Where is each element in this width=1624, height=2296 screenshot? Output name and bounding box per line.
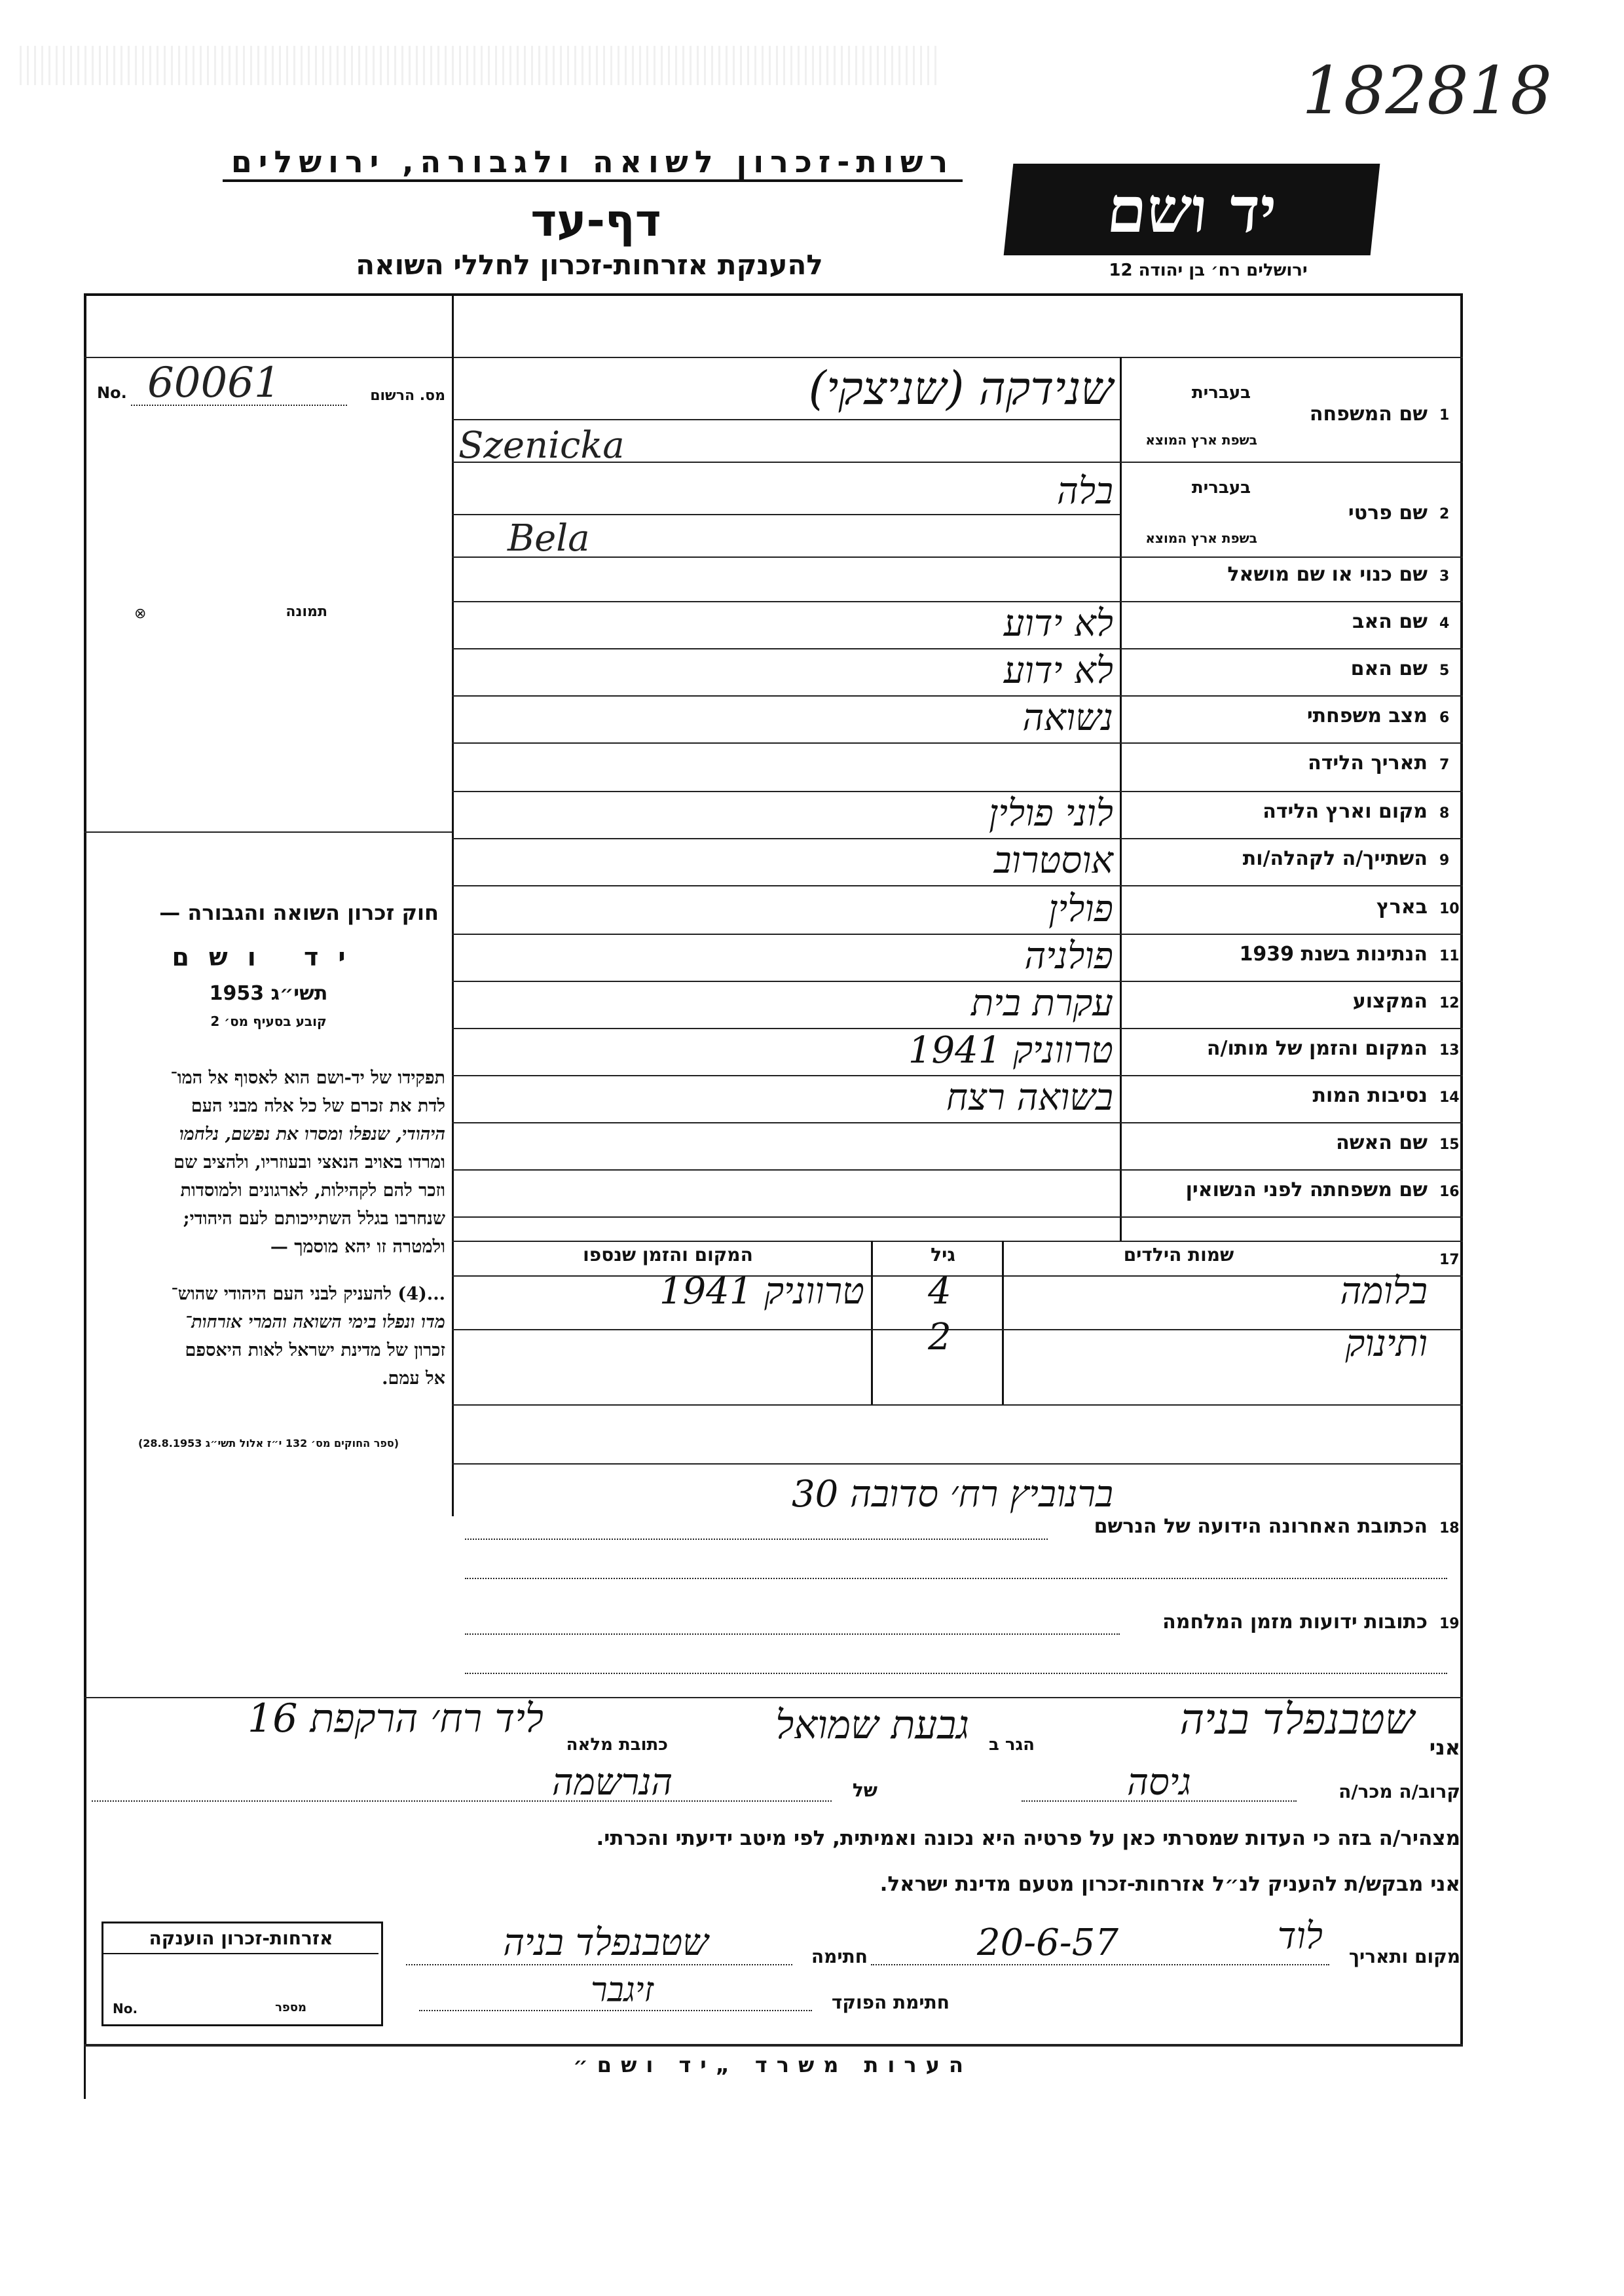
registration-no-label: No. — [97, 384, 127, 402]
war-addresses-line-2 — [465, 1673, 1447, 1674]
statement-2: אני מבקש/ת להעניק לנ״ל אזרחות-זכרון מטעם מדינת ישראל. — [879, 1872, 1460, 1896]
left-column-divider — [452, 293, 454, 1516]
field-15-label: שם האשה — [1336, 1131, 1428, 1154]
field-2-value-foreign: Bela — [507, 517, 590, 560]
field-2-value: בלה — [1057, 470, 1113, 513]
child-1-age: 4 — [928, 1270, 951, 1313]
field-9-num: 9 — [1439, 852, 1450, 869]
form-title: דף-עד — [530, 195, 661, 247]
citizenship-box — [101, 1922, 383, 2026]
field-1-sub-foreign: בשפת ארץ המוצא — [1145, 432, 1257, 448]
resides-label: הגר ב — [988, 1735, 1035, 1755]
top-smudge — [20, 46, 936, 85]
form-subtitle: להענקת אזרחות-זכרון לחללי השואה — [356, 249, 823, 281]
field-1-num: 1 — [1439, 407, 1450, 424]
signature-label: חתימה — [811, 1946, 868, 1967]
field-5-num: 5 — [1439, 663, 1450, 679]
law-text-7: ולמטרה זו יהא מוסמך — — [270, 1237, 445, 1257]
law-text-2: לדת את זכרם של כל אלה מבני העם — [191, 1096, 445, 1116]
of-value: הנרשמה — [551, 1761, 673, 1804]
relation-value: גיסה — [1127, 1761, 1191, 1804]
field-7-num: 7 — [1439, 757, 1450, 773]
official-value: זיגבר — [591, 1971, 654, 2010]
law-title: חוק זכרון השואה והגבורה — — [159, 900, 439, 925]
field-3-label: שם כנוי או שם מושאל — [1227, 563, 1428, 586]
row-line-6 — [452, 742, 1463, 744]
field-2-sub-foreign: בשפת ארץ המוצא — [1145, 530, 1257, 546]
logo-text: יד ושם — [1103, 172, 1280, 247]
place-value: לוד — [1277, 1915, 1323, 1958]
field-13-value: טרווניק 1941 — [908, 1029, 1113, 1072]
row-line-15 — [452, 1169, 1463, 1171]
last-address-num: 18 — [1439, 1520, 1460, 1537]
field-10-label: בארץ — [1376, 896, 1428, 919]
law-citation: (ספר החוקים מס׳ 132 י״ז אלול תשי״ג 28.8.1953) — [138, 1437, 399, 1449]
law-text-11: אל עמם. — [382, 1368, 445, 1389]
field-2-num: 2 — [1439, 506, 1450, 522]
law-year: תשי״ג 1953 — [209, 982, 328, 1005]
citizenship-box-no: No. — [113, 2001, 138, 2016]
row-line-14 — [452, 1122, 1463, 1123]
law-name: יד ושם — [172, 943, 365, 972]
field-11-label: הנתינות בשנת 1939 — [1239, 943, 1428, 966]
address-line: ירושלים רח׳ בן יהודה 12 — [1109, 261, 1308, 280]
field-12-num: 12 — [1439, 995, 1460, 1011]
children-row-line-2 — [452, 1404, 1463, 1406]
law-text-6: שנחרבו בגלל השתייכותם לעם היהודי; — [183, 1209, 445, 1229]
row-line-9 — [452, 885, 1463, 886]
label-column-divider — [1120, 357, 1122, 1241]
field-16-num: 16 — [1439, 1184, 1460, 1200]
child-1-name: בלומה — [1340, 1270, 1428, 1313]
war-addresses-line-1 — [465, 1633, 1120, 1635]
law-text-3: היהודי, שנפלו ומסרו את נפשם, נלחמו — [179, 1124, 445, 1144]
field-2-sub-hebrew: בעברית — [1191, 478, 1251, 498]
field-8-label: מקום וארץ הלידה — [1263, 800, 1428, 823]
last-address-value: ברנוביץ רח׳ סדובה 30 — [791, 1473, 1113, 1516]
surname-foreign-divider — [452, 419, 1120, 420]
field-10-value: פולין — [1048, 888, 1113, 930]
yad-vashem-logo — [1004, 164, 1380, 255]
field-5-value: לא ידוע — [1003, 649, 1113, 692]
war-addresses-label: כתובות ידועות מזמן המלחמה — [1162, 1611, 1428, 1633]
field-15-num: 15 — [1439, 1137, 1460, 1153]
row-line-2 — [452, 556, 1463, 558]
children-col-divider-1 — [871, 1241, 873, 1404]
row-line-17 — [452, 1241, 1463, 1242]
footer-top-line — [84, 2044, 1463, 2047]
law-text-1: תפקידו של יד-ושם הוא לאסוף אל המו־ — [170, 1068, 445, 1088]
field-7-label: תאריך הלידה — [1308, 752, 1428, 774]
children-header-place: המקום והזמן שנספו — [583, 1244, 753, 1266]
footer-left-edge — [84, 2047, 86, 2099]
field-2-label: שם פרטי — [1348, 501, 1428, 524]
relation-label: קרוב/ה מכר/ה — [1338, 1781, 1460, 1802]
field-4-label: שם האב — [1352, 610, 1428, 633]
field-11-value: פולניה — [1024, 935, 1113, 977]
law-text-4: ומרדו באויב הנאצי ובעוזריו, ולהציב שם — [174, 1152, 445, 1173]
statement-1: מצהיר/ה בזה כי העדות שמסרתי כאן על פרטיה היא נכונה ואמיתית, לפי מיטב ידיעתי והכרתי. — [596, 1827, 1460, 1850]
signature-value: שטבנפלד בניה — [503, 1922, 709, 1964]
footer-remarks: הערות משרד „יד ושם״ — [573, 2052, 972, 2077]
last-address-line-1 — [465, 1539, 1048, 1540]
firstname-foreign-divider — [452, 514, 1120, 515]
field-13-num: 13 — [1439, 1042, 1460, 1059]
field-3-num: 3 — [1439, 568, 1450, 585]
field-4-num: 4 — [1439, 615, 1450, 632]
field-14-num: 14 — [1439, 1089, 1460, 1106]
resides-value: גבעת שמואל — [775, 1702, 969, 1748]
registration-label: מס. הרשום — [370, 388, 445, 404]
frame-top-line — [84, 357, 1463, 358]
field-6-label: מצב משפחתי — [1306, 704, 1428, 727]
field-11-num: 11 — [1439, 948, 1460, 964]
row-line-16 — [452, 1216, 1463, 1218]
children-col-divider-2 — [1002, 1241, 1004, 1404]
place-date-label: מקום ותאריך — [1348, 1946, 1460, 1967]
field-4-value: לא ידוע — [1003, 602, 1113, 645]
photo-box-bottom — [84, 831, 452, 833]
child-1-place: טרווניק 1941 — [659, 1270, 864, 1313]
war-addresses-num: 19 — [1439, 1616, 1460, 1632]
field-12-label: המקצוע — [1352, 990, 1428, 1013]
children-header-names: שמות הילדים — [1123, 1244, 1234, 1266]
section-18-top — [452, 1463, 1463, 1465]
date-line — [871, 1964, 1329, 1965]
children-header-age: גיל — [931, 1244, 955, 1266]
last-address-label: הכתובת האחרונה הידועה של הנרשם — [1094, 1515, 1428, 1538]
field-10-num: 10 — [1439, 901, 1460, 917]
field-1-value-foreign: Szenicka — [458, 424, 625, 467]
field-6-num: 6 — [1439, 710, 1450, 726]
field-6-value: נשואה — [1022, 697, 1113, 739]
official-line — [419, 2010, 812, 2011]
field-1-value: שנידקה (שניצקי) — [808, 361, 1113, 415]
declarant-name: שטבנפלד בניה — [1179, 1696, 1414, 1744]
field-8-value: לוני פולין — [988, 792, 1113, 835]
child-2-age: 2 — [928, 1316, 951, 1358]
citizenship-box-number: מספר — [275, 2001, 306, 2014]
law-text-5: וזכר להם לקהילות, לארגונים ולמוסדות — [180, 1180, 445, 1201]
children-num: 17 — [1439, 1252, 1460, 1268]
registration-dotline — [131, 405, 347, 406]
authority-line: רשות-זכרון לשואה ולגבורה, ירושלים — [223, 144, 963, 182]
last-address-line-2 — [465, 1578, 1447, 1579]
of-label: של — [852, 1779, 877, 1801]
law-clause: קובע בסעיף מס׳ 2 — [210, 1013, 327, 1029]
field-5-label: שם האם — [1350, 657, 1428, 680]
field-9-value: אוסטרוב — [993, 839, 1113, 882]
field-14-label: נסיבות המות — [1312, 1084, 1428, 1107]
law-text-10: זכרון של מדינת ישראל לאות היאספם — [185, 1340, 445, 1360]
photo-icon: ⊗ — [134, 606, 147, 622]
photo-label: תמונה — [286, 604, 327, 620]
citizenship-box-title: אזרחות-זכרון הוענקה — [103, 1927, 378, 1954]
law-text-9: מדו ונפלו בימי השואה והמרי אזרחות־ — [184, 1312, 445, 1332]
registration-no-value: 60061 — [147, 359, 281, 407]
field-9-label: השתייך/ה לקהלה/ות — [1242, 847, 1428, 870]
address-value: ליד רח׳ הרקפת 16 — [248, 1696, 544, 1741]
signature-line — [406, 1964, 792, 1965]
declaration-ani: אני — [1429, 1735, 1460, 1760]
field-13-label: המקום והזמן של מותו/ה — [1206, 1037, 1428, 1060]
field-1-label: שם המשפחה — [1309, 403, 1428, 426]
date-value: 20-6-57 — [977, 1922, 1118, 1964]
field-12-value: עקרת בית — [971, 982, 1113, 1025]
field-16-label: שם משפחתה לפני הנשואין — [1185, 1178, 1428, 1201]
field-1-sub-hebrew: בעברית — [1191, 383, 1251, 403]
archive-number: 182818 — [1302, 52, 1552, 129]
address-label: כתובת מלאה — [566, 1735, 668, 1755]
field-14-value: בשואה רצח — [946, 1076, 1113, 1119]
law-text-8: ...(4) להעניק לבני העם היהודי שהוש־ — [171, 1284, 445, 1304]
child-2-name: ותינוק — [1345, 1322, 1428, 1365]
field-8-num: 8 — [1439, 805, 1450, 822]
official-label: חתימת הפוקד — [831, 1992, 950, 2013]
